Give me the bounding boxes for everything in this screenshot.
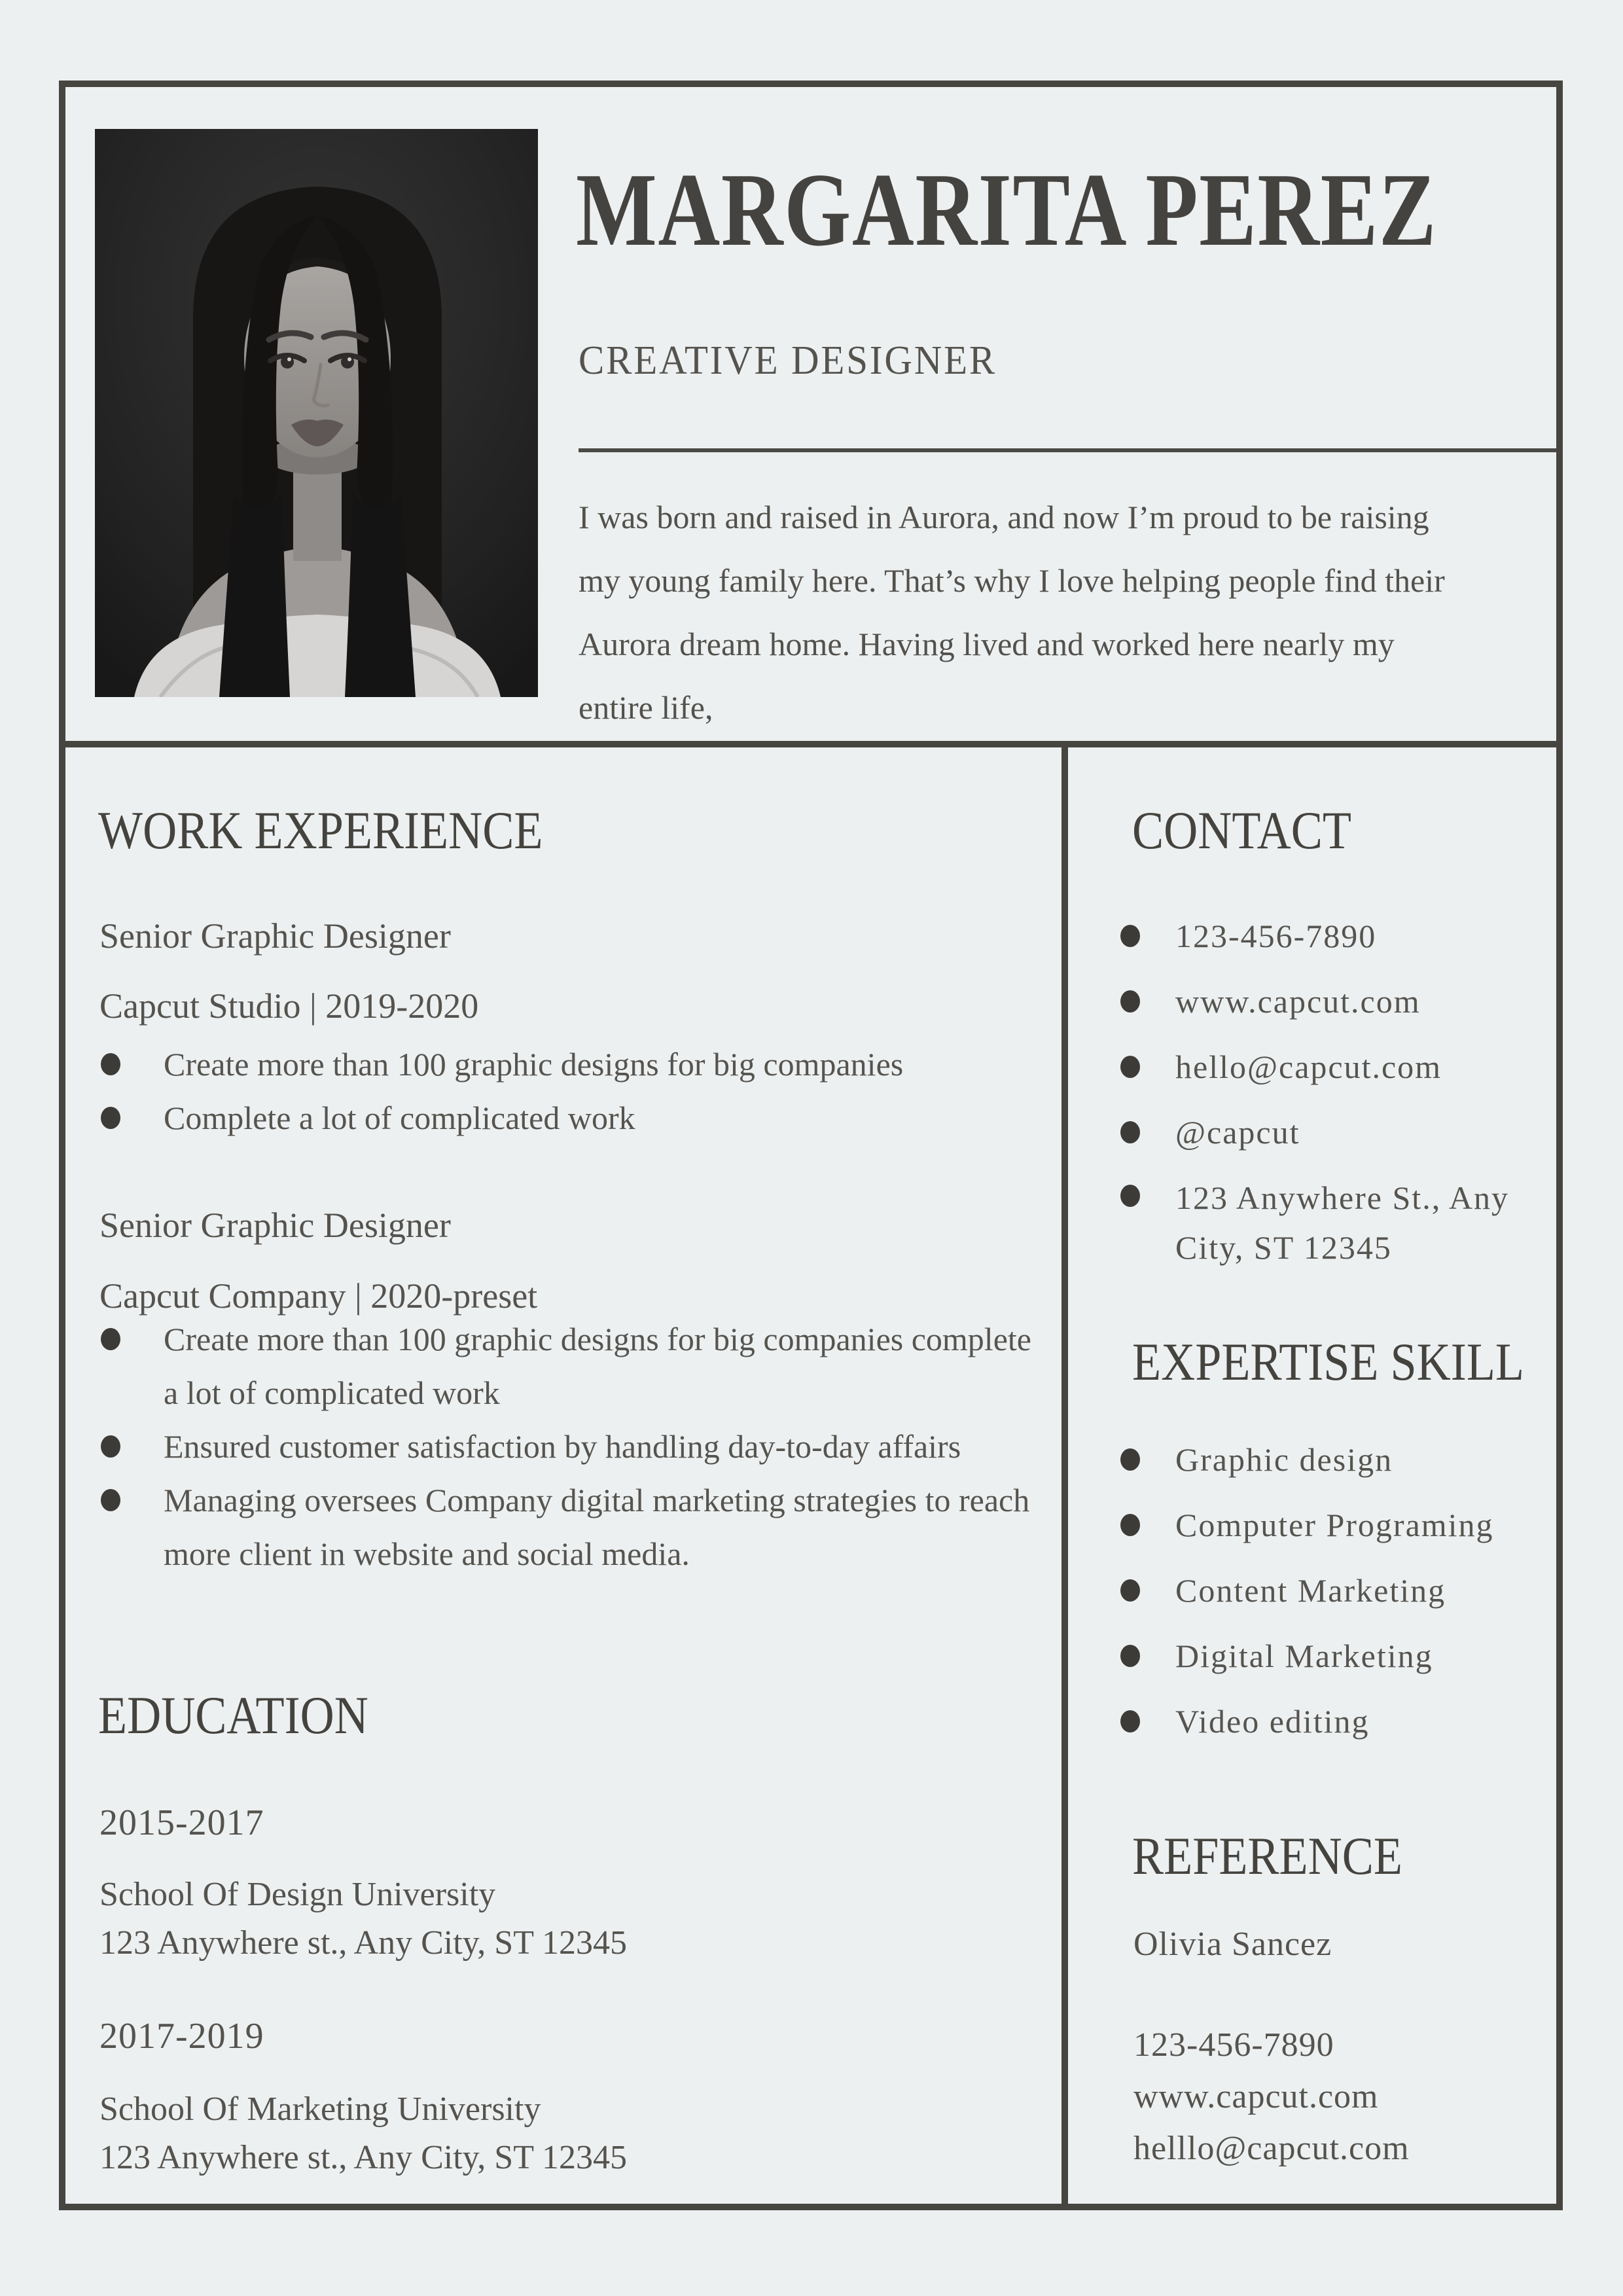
eye-highlight-left — [287, 357, 291, 361]
education-school: School Of Marketing University — [99, 2090, 541, 2128]
skill-text: Computer Programing — [1175, 1507, 1494, 1543]
profile-photo — [95, 129, 538, 697]
job-meta-1: Capcut Studio | 2019-2020 — [99, 986, 479, 1026]
header-rule — [579, 448, 1556, 452]
contact-item — [1120, 1100, 1513, 1165]
reference-email: helllo@capcut.com — [1133, 2130, 1410, 2167]
skill-item — [1120, 1427, 1513, 1492]
job-title-2: Senior Graphic Designer — [99, 1206, 451, 1245]
bullet-text: Ensured customer satisfaction by handling day-to-day affairs — [164, 1428, 961, 1465]
skill-text: Graphic design — [1175, 1441, 1393, 1478]
bullet-icon — [1120, 1121, 1140, 1143]
list-item — [99, 1037, 1035, 1091]
header-divider — [59, 741, 1563, 747]
column-divider — [1061, 741, 1068, 2210]
skill-item — [1120, 1623, 1513, 1689]
job-bullets-2 — [99, 1312, 1035, 1581]
contact-list — [1120, 903, 1513, 1272]
reference-details — [1133, 2019, 1410, 2174]
contact-website: www.capcut.com — [1175, 983, 1421, 1020]
bullet-icon — [101, 1053, 120, 1075]
bullet-text: Managing oversees Company digital marketing strategies to reach more client in website and social media. — [164, 1482, 1030, 1572]
job-title-1: Senior Graphic Designer — [99, 916, 451, 956]
contact-item — [1120, 903, 1513, 969]
contact-phone: 123-456-7890 — [1175, 918, 1377, 954]
list-item — [99, 1420, 1035, 1473]
contact-item — [1120, 1165, 1513, 1272]
bullet-icon — [1120, 990, 1140, 1013]
bullet-icon — [1120, 1514, 1140, 1536]
bullet-icon — [101, 1328, 120, 1350]
bullet-text: Create more than 100 graphic designs for big companies complete a lot of complicated work — [164, 1321, 1031, 1411]
job-title: CREATIVE DESIGNER — [579, 338, 997, 383]
skills-list — [1120, 1427, 1513, 1754]
bullet-icon — [1120, 1710, 1140, 1732]
skill-item — [1120, 1492, 1513, 1558]
contact-item — [1120, 969, 1513, 1034]
bullet-text: Complete a lot of complicated work — [164, 1100, 635, 1136]
education-address: 123 Anywhere st., Any City, ST 12345 — [99, 1924, 628, 1962]
skill-text: Digital Marketing — [1175, 1638, 1433, 1674]
skill-item — [1120, 1558, 1513, 1623]
education-detail-1 — [99, 1871, 627, 1967]
job-bullets-1 — [99, 1037, 1035, 1145]
education-school: School Of Design University — [99, 1876, 496, 1913]
contact-email: hello@capcut.com — [1175, 1049, 1442, 1085]
list-item — [99, 1091, 1035, 1145]
contact-address: 123 Anywhere St., Any City, ST 12345 — [1175, 1179, 1510, 1266]
eye-highlight-right — [348, 357, 351, 361]
bio-line: Aurora dream home. Having lived and worked here nearly my — [579, 626, 1395, 662]
work-experience-heading: WORK EXPERIENCE — [98, 800, 543, 860]
list-item — [99, 1473, 1035, 1581]
list-item — [99, 1312, 1035, 1420]
bullet-icon — [1120, 1185, 1140, 1207]
person-name: MARGARITA PEREZ — [576, 151, 1438, 268]
iris-left — [281, 355, 294, 368]
bullet-icon — [101, 1107, 120, 1129]
bullet-text: Create more than 100 graphic designs for big companies — [164, 1046, 904, 1083]
education-period-1: 2015-2017 — [99, 1803, 264, 1843]
skill-text: Content Marketing — [1175, 1572, 1446, 1609]
bullet-icon — [1120, 1645, 1140, 1667]
bullet-icon — [1120, 1056, 1140, 1078]
skill-text: Video editing — [1175, 1703, 1370, 1740]
reference-website: www.capcut.com — [1133, 2078, 1379, 2115]
bio-line: entire life, — [579, 689, 713, 726]
contact-handle: @capcut — [1175, 1114, 1300, 1151]
bullet-icon — [101, 1489, 120, 1511]
bullet-icon — [1120, 1448, 1140, 1471]
bio-line: my young family here. That’s why I love helping people find their — [579, 562, 1445, 599]
job-meta-2: Capcut Company | 2020-preset — [99, 1276, 538, 1316]
bio-text — [579, 486, 1567, 740]
skill-item — [1120, 1689, 1513, 1754]
expertise-skill-heading: EXPERTISE SKILL — [1132, 1332, 1524, 1391]
contact-item — [1120, 1034, 1513, 1100]
education-heading: EDUCATION — [98, 1685, 368, 1745]
iris-right — [341, 355, 354, 368]
reference-heading: REFERENCE — [1132, 1826, 1402, 1886]
bio-line: I was born and raised in Aurora, and now I’m proud to be raising — [579, 499, 1429, 535]
reference-name: Olivia Sancez — [1133, 1926, 1332, 1963]
contact-heading: CONTACT — [1132, 800, 1351, 860]
bullet-icon — [101, 1435, 120, 1458]
bullet-icon — [1120, 1579, 1140, 1602]
education-detail-2 — [99, 2085, 627, 2182]
education-address: 123 Anywhere st., Any City, ST 12345 — [99, 2139, 628, 2176]
bullet-icon — [1120, 925, 1140, 947]
reference-phone: 123-456-7890 — [1133, 2026, 1334, 2064]
education-period-2: 2017-2019 — [99, 2016, 264, 2056]
